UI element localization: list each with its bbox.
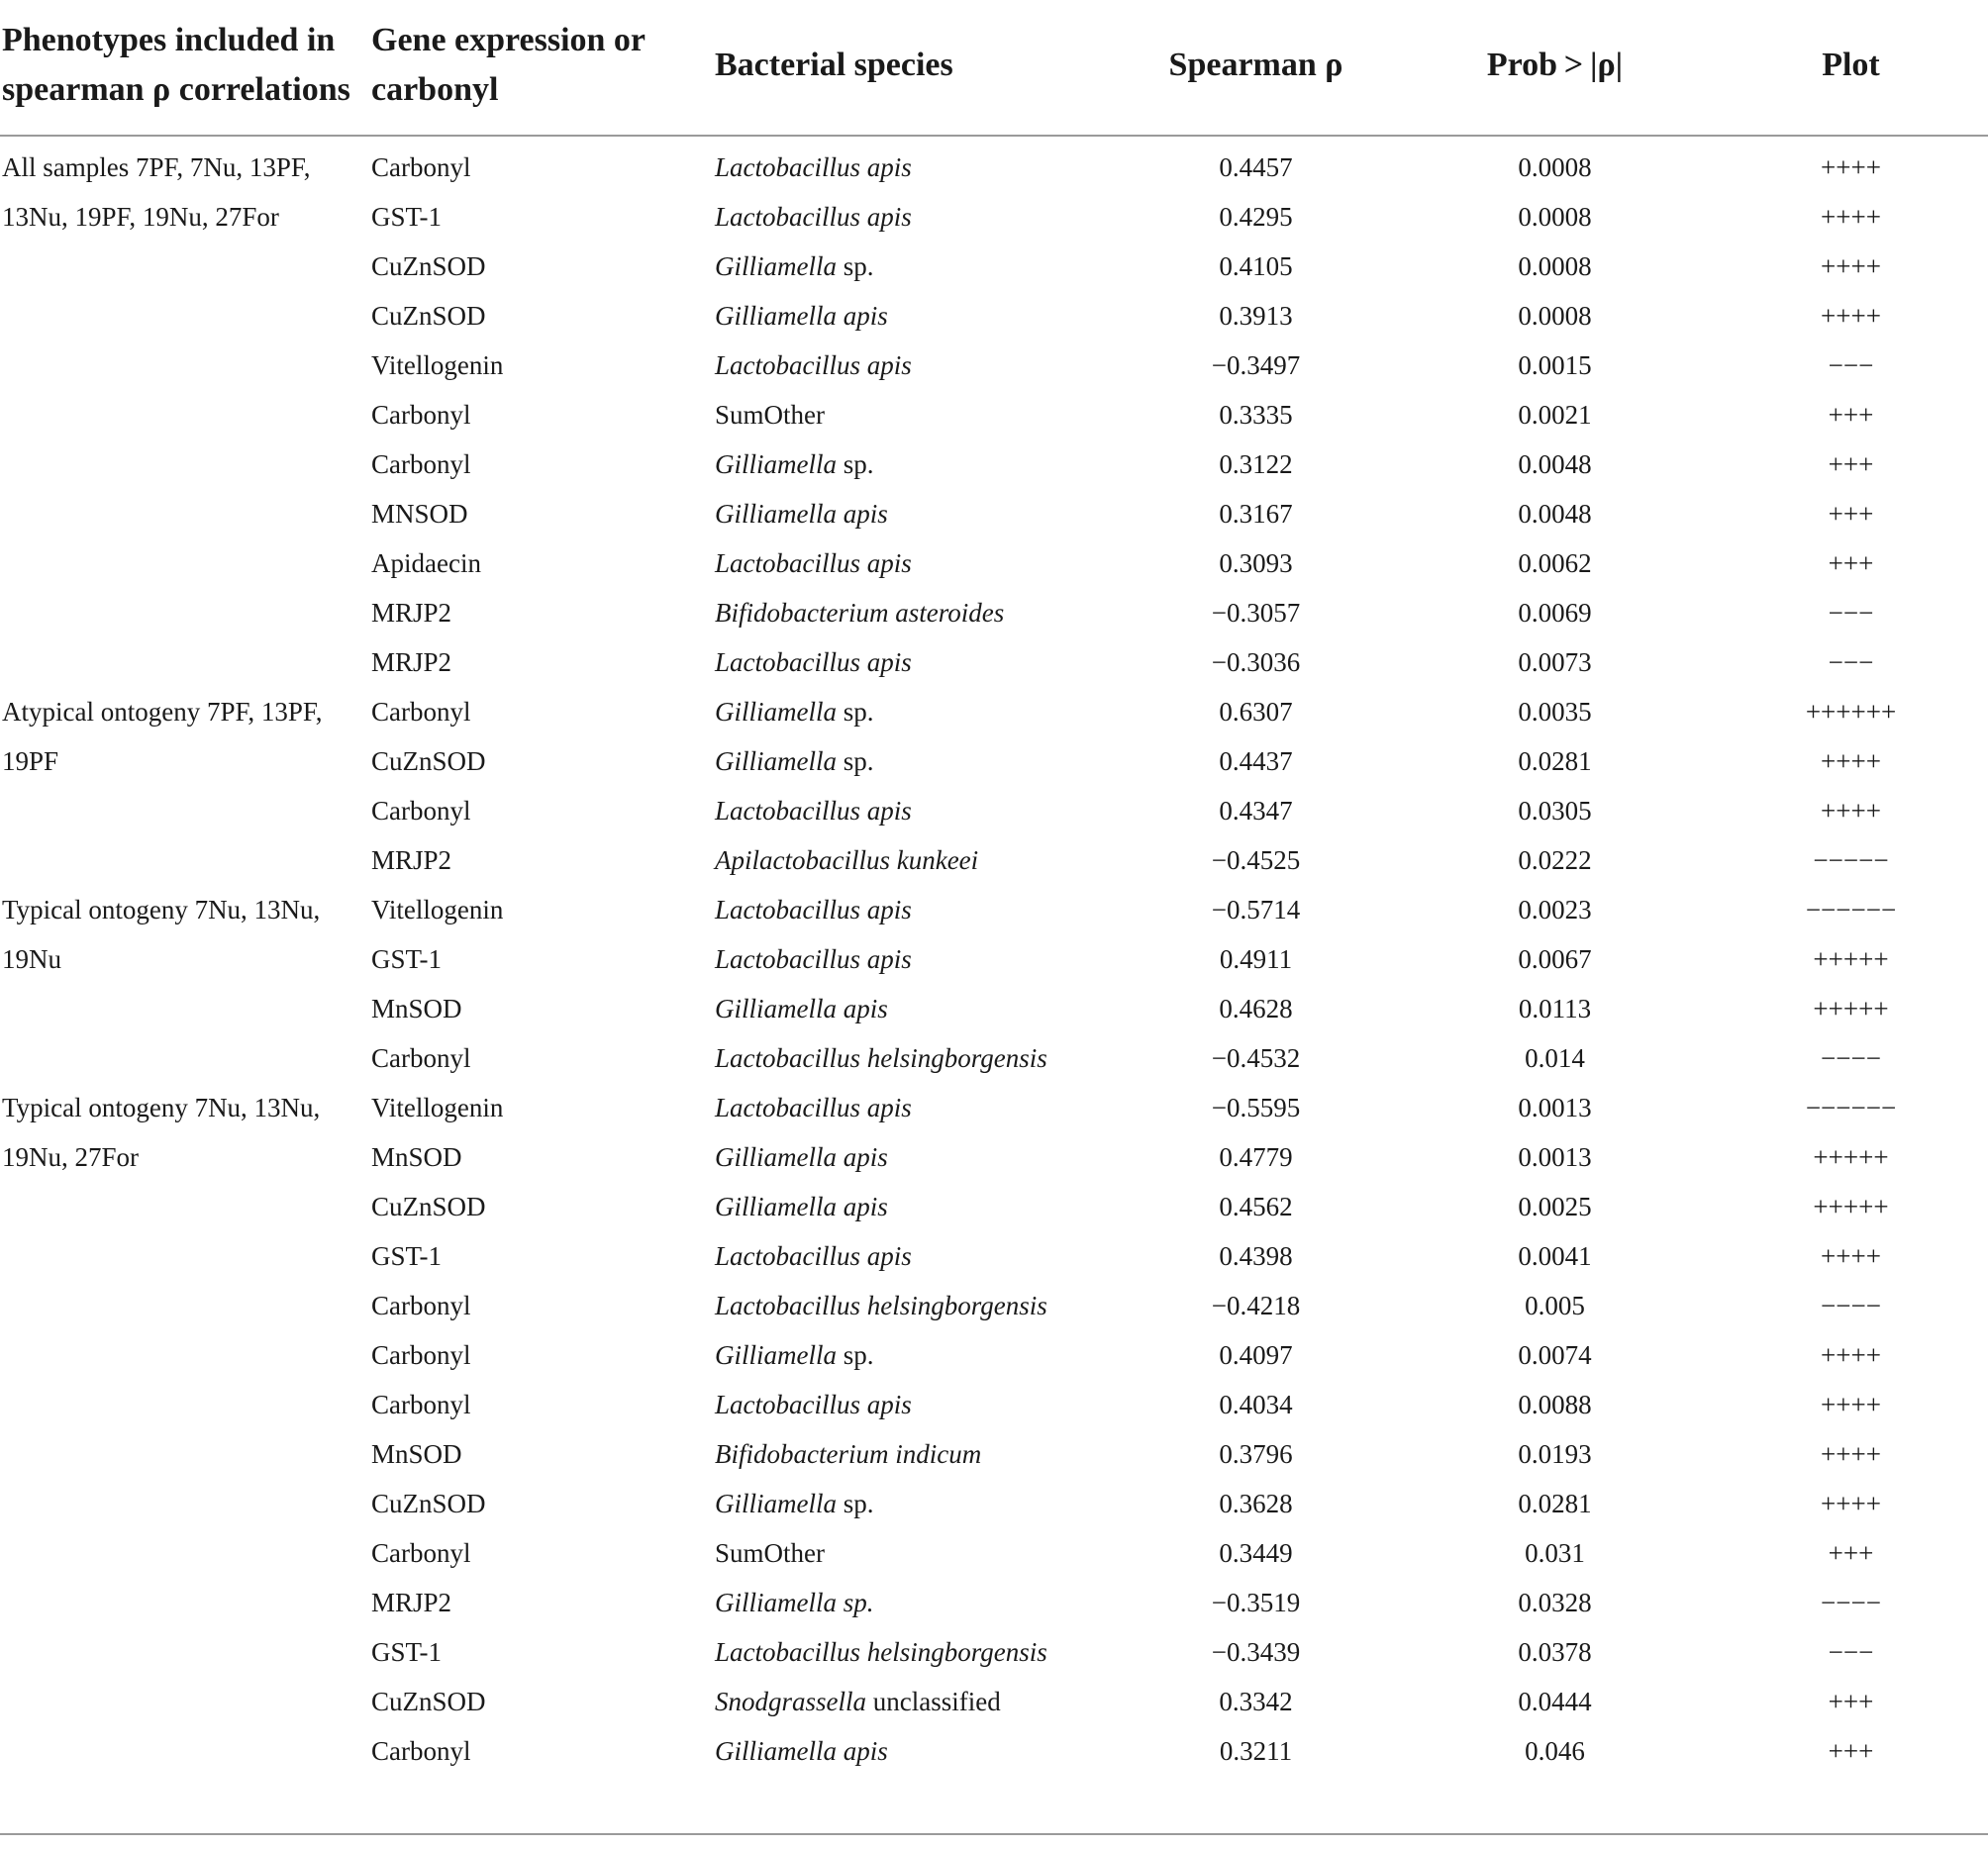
bacterial-species-cell: [713, 984, 1116, 1033]
species-name: SumOther: [715, 400, 825, 430]
gene-expression-cell: Vitellogenin: [371, 350, 504, 380]
plot-cell: +++: [1828, 548, 1874, 578]
spearman-rho-cell: 0.3167: [1219, 499, 1293, 529]
plot-cell: +++: [1828, 499, 1874, 529]
spearman-rho-cell: 0.4398: [1219, 1241, 1293, 1271]
spearman-rho-cell: −0.3036: [1211, 647, 1301, 677]
phenotype-group-label: Atypical ontogeny 7PF, 13PF, 19PF: [2, 697, 323, 776]
spearman-rho-cell: −0.4525: [1211, 845, 1301, 875]
plot-cell: ++++: [1821, 1340, 1881, 1370]
probability-cell: 0.046: [1525, 1736, 1585, 1766]
probability-cell: 0.0035: [1518, 697, 1592, 727]
spearman-rho-cell: 0.3093: [1219, 548, 1293, 578]
header-gene-expression: Gene expression or carbonyl: [369, 0, 713, 136]
probability-cell: 0.0378: [1518, 1637, 1592, 1667]
species-name: Gilliamella apis: [715, 1192, 888, 1221]
species-suffix: sp.: [837, 449, 874, 479]
spearman-rho-cell: 0.4437: [1219, 746, 1293, 776]
bacterial-species-cell: [713, 1330, 1116, 1380]
gene-expression-cell: CuZnSOD: [371, 1192, 486, 1221]
spearman-rho-cell: 0.6307: [1219, 697, 1293, 727]
plot-cell: ++++++: [1805, 697, 1897, 727]
bacterial-species-cell: [713, 1627, 1116, 1677]
header-plot: Plot: [1714, 0, 1988, 136]
gene-expression-cell: MRJP2: [371, 1588, 452, 1617]
probability-cell: 0.005: [1525, 1291, 1585, 1320]
probability-cell: 0.0073: [1518, 647, 1592, 677]
spearman-rho-cell: 0.4562: [1219, 1192, 1293, 1221]
bacterial-species-cell: [713, 538, 1116, 588]
species-name: Gilliamella: [715, 746, 837, 776]
probability-cell: 0.031: [1525, 1538, 1585, 1568]
bacterial-species-cell: [713, 885, 1116, 934]
gene-expression-cell: Apidaecin: [371, 548, 481, 578]
bacterial-species-cell: [713, 1380, 1116, 1429]
table-header: [0, 0, 1988, 136]
bacterial-species-cell: [713, 1182, 1116, 1231]
phenotype-group-label: Typical ontogeny 7Nu, 13Nu, 19Nu: [2, 895, 321, 974]
bacterial-species-cell: [713, 1033, 1116, 1083]
gene-expression-cell: MNSOD: [371, 499, 468, 529]
spearman-rho-cell: 0.4347: [1219, 796, 1293, 826]
species-name: Gilliamella apis: [715, 994, 888, 1023]
species-name: Gilliamella sp.: [715, 1588, 874, 1617]
species-name: Gilliamella apis: [715, 301, 888, 331]
gene-expression-cell: GST-1: [371, 944, 443, 974]
gene-expression-cell: CuZnSOD: [371, 1489, 486, 1518]
bacterial-species-cell: [713, 1429, 1116, 1479]
table-row: [0, 687, 1988, 736]
plot-cell: ++++: [1821, 152, 1881, 182]
species-name: Lactobacillus apis: [715, 944, 912, 974]
spearman-rho-cell: 0.3122: [1219, 449, 1293, 479]
bacterial-species-cell: [713, 637, 1116, 687]
species-name: Lactobacillus apis: [715, 548, 912, 578]
bacterial-species-cell: [713, 1083, 1116, 1132]
probability-cell: 0.0048: [1518, 449, 1592, 479]
species-name: Gilliamella: [715, 251, 837, 281]
plot-cell: +++: [1828, 449, 1874, 479]
spearman-rho-cell: 0.4105: [1219, 251, 1293, 281]
probability-cell: 0.0444: [1518, 1687, 1592, 1716]
probability-cell: 0.0113: [1518, 994, 1592, 1023]
bacterial-species-cell: [713, 489, 1116, 538]
bacterial-species-cell: [713, 1677, 1116, 1726]
bacterial-species-cell: [713, 1281, 1116, 1330]
bacterial-species-cell: [713, 1132, 1116, 1182]
probability-cell: 0.014: [1525, 1043, 1585, 1073]
spearman-rho-cell: 0.3449: [1219, 1538, 1293, 1568]
species-suffix: sp.: [837, 746, 874, 776]
gene-expression-cell: CuZnSOD: [371, 251, 486, 281]
probability-cell: 0.0013: [1518, 1093, 1592, 1122]
probability-cell: 0.0281: [1518, 1489, 1592, 1518]
gene-expression-cell: GST-1: [371, 1241, 443, 1271]
probability-cell: 0.0015: [1518, 350, 1592, 380]
table-row: [0, 885, 1988, 934]
species-name: Lactobacillus helsingborgensis: [715, 1043, 1047, 1073]
bacterial-species-cell: [713, 439, 1116, 489]
species-name: Gilliamella apis: [715, 1142, 888, 1172]
gene-expression-cell: MnSOD: [371, 994, 462, 1023]
plot-cell: −−−−: [1821, 1291, 1881, 1320]
probability-cell: 0.0008: [1518, 202, 1592, 232]
plot-cell: −−−: [1828, 1637, 1874, 1667]
plot-cell: ++++: [1821, 202, 1881, 232]
species-name: SumOther: [715, 1538, 825, 1568]
bacterial-species-cell: [713, 687, 1116, 736]
spearman-rho-cell: −0.4218: [1211, 1291, 1301, 1320]
species-suffix: sp.: [837, 251, 874, 281]
plot-cell: −−−: [1828, 647, 1874, 677]
spearman-rho-cell: 0.3211: [1219, 1736, 1293, 1766]
gene-expression-cell: MRJP2: [371, 845, 452, 875]
header-row: [0, 0, 1988, 136]
table-row: [0, 1083, 1988, 1132]
species-name: Lactobacillus apis: [715, 796, 912, 826]
gene-expression-cell: CuZnSOD: [371, 1687, 486, 1716]
gene-expression-cell: MnSOD: [371, 1439, 462, 1469]
spearman-rho-cell: 0.3335: [1219, 400, 1293, 430]
spearman-rho-cell: 0.3342: [1219, 1687, 1293, 1716]
species-name: Snodgrassella: [715, 1687, 867, 1716]
probability-cell: 0.0023: [1518, 895, 1592, 924]
species-name: Lactobacillus helsingborgensis: [715, 1637, 1047, 1667]
header-prob: Prob > |ρ|: [1396, 0, 1714, 136]
probability-cell: 0.0193: [1518, 1439, 1592, 1469]
plot-cell: ++++: [1821, 796, 1881, 826]
plot-cell: +++++: [1813, 1142, 1889, 1172]
spearman-rho-cell: −0.4532: [1211, 1043, 1301, 1073]
plot-cell: −−−−: [1821, 1043, 1881, 1073]
spearman-rho-cell: 0.4457: [1219, 152, 1293, 182]
probability-cell: 0.0013: [1518, 1142, 1592, 1172]
gene-expression-cell: CuZnSOD: [371, 301, 486, 331]
bacterial-species-cell: [713, 1578, 1116, 1627]
plot-cell: +++++: [1813, 944, 1889, 974]
species-name: Lactobacillus apis: [715, 1241, 912, 1271]
header-spearman-rho: Spearman ρ: [1116, 0, 1396, 136]
plot-cell: ++++: [1821, 251, 1881, 281]
gene-expression-cell: Carbonyl: [371, 1043, 471, 1073]
plot-cell: ++++: [1821, 746, 1881, 776]
phenotype-group-label: Typical ontogeny 7Nu, 13Nu, 19Nu, 27For: [2, 1093, 321, 1172]
probability-cell: 0.0008: [1518, 152, 1592, 182]
spearman-rho-cell: −0.3497: [1211, 350, 1301, 380]
spearman-rho-cell: −0.3439: [1211, 1637, 1301, 1667]
species-name: Gilliamella: [715, 1340, 837, 1370]
bacterial-species-cell: [713, 390, 1116, 439]
bacterial-species-cell: [713, 1479, 1116, 1528]
bacterial-species-cell: [713, 1726, 1116, 1786]
bacterial-species-cell: [713, 291, 1116, 341]
species-name: Lactobacillus apis: [715, 202, 912, 232]
gene-expression-cell: Carbonyl: [371, 1390, 471, 1419]
gene-expression-cell: GST-1: [371, 1637, 443, 1667]
probability-cell: 0.0067: [1518, 944, 1592, 974]
bacterial-species-cell: [713, 1528, 1116, 1578]
species-name: Lactobacillus apis: [715, 1093, 912, 1122]
plot-cell: ++++: [1821, 1390, 1881, 1419]
species-name: Lactobacillus apis: [715, 1390, 912, 1419]
gene-expression-cell: MRJP2: [371, 647, 452, 677]
bacterial-species-cell: [713, 136, 1116, 192]
spearman-rho-cell: 0.4628: [1219, 994, 1293, 1023]
gene-expression-cell: Carbonyl: [371, 1538, 471, 1568]
bacterial-species-cell: [713, 934, 1116, 984]
bacterial-species-cell: [713, 1231, 1116, 1281]
spearman-rho-cell: 0.4097: [1219, 1340, 1293, 1370]
plot-cell: +++++: [1813, 1192, 1889, 1221]
species-name: Gilliamella: [715, 449, 837, 479]
species-name: Lactobacillus apis: [715, 647, 912, 677]
plot-cell: +++++: [1813, 994, 1889, 1023]
plot-cell: ++++: [1821, 1489, 1881, 1518]
probability-cell: 0.0088: [1518, 1390, 1592, 1419]
spearman-rho-cell: 0.4034: [1219, 1390, 1293, 1419]
spearman-rho-cell: 0.4779: [1219, 1142, 1293, 1172]
plot-cell: ++++: [1821, 1439, 1881, 1469]
table-body: [0, 136, 1988, 1786]
spearman-rho-cell: 0.3796: [1219, 1439, 1293, 1469]
gene-expression-cell: MRJP2: [371, 598, 452, 628]
gene-expression-cell: Carbonyl: [371, 1291, 471, 1320]
species-name: Gilliamella apis: [715, 1736, 888, 1766]
header-bacterial-species: Bacterial species: [713, 0, 1116, 136]
gene-expression-cell: Carbonyl: [371, 152, 471, 182]
plot-cell: −−−: [1828, 598, 1874, 628]
species-suffix: unclassified: [866, 1687, 1001, 1716]
species-name: Lactobacillus helsingborgensis: [715, 1291, 1047, 1320]
plot-cell: +++: [1828, 400, 1874, 430]
plot-cell: −−−−−: [1813, 845, 1889, 875]
plot-cell: +++: [1828, 1687, 1874, 1716]
plot-cell: +++: [1828, 1538, 1874, 1568]
plot-cell: −−−−−−: [1805, 895, 1897, 924]
plot-cell: ++++: [1821, 301, 1881, 331]
plot-cell: ++++: [1821, 1241, 1881, 1271]
spearman-rho-cell: −0.3519: [1211, 1588, 1301, 1617]
bacterial-species-cell: [713, 835, 1116, 885]
probability-cell: 0.0222: [1518, 845, 1592, 875]
species-name: Bifidobacterium indicum: [715, 1439, 982, 1469]
gene-expression-cell: Vitellogenin: [371, 895, 504, 924]
species-suffix: sp.: [837, 1489, 874, 1518]
bacterial-species-cell: [713, 242, 1116, 291]
probability-cell: 0.0069: [1518, 598, 1592, 628]
gene-expression-cell: Carbonyl: [371, 1340, 471, 1370]
species-name: Gilliamella: [715, 697, 837, 727]
plot-cell: −−−−: [1821, 1588, 1881, 1617]
spearman-rho-cell: −0.3057: [1211, 598, 1301, 628]
phenotype-group-label: All samples 7PF, 7Nu, 13PF, 13Nu, 19PF, 19Nu, 27For: [2, 152, 311, 232]
species-suffix: sp.: [837, 1340, 874, 1370]
probability-cell: 0.0074: [1518, 1340, 1592, 1370]
plot-cell: +++: [1828, 1736, 1874, 1766]
probability-cell: 0.0008: [1518, 251, 1592, 281]
spearman-rho-cell: 0.4295: [1219, 202, 1293, 232]
bacterial-species-cell: [713, 786, 1116, 835]
species-name: Lactobacillus apis: [715, 895, 912, 924]
probability-cell: 0.0281: [1518, 746, 1592, 776]
species-name: Gilliamella apis: [715, 499, 888, 529]
bacterial-species-cell: [713, 341, 1116, 390]
spearman-rho-cell: 0.3628: [1219, 1489, 1293, 1518]
table-row: [0, 136, 1988, 192]
plot-cell: −−−−−−: [1805, 1093, 1897, 1122]
gene-expression-cell: Carbonyl: [371, 796, 471, 826]
probability-cell: 0.0008: [1518, 301, 1592, 331]
gene-expression-cell: Carbonyl: [371, 449, 471, 479]
species-suffix: sp.: [837, 697, 874, 727]
spearman-rho-cell: 0.4911: [1219, 944, 1293, 974]
spearman-rho-cell: −0.5714: [1211, 895, 1301, 924]
species-name: Gilliamella: [715, 1489, 837, 1518]
species-name: Lactobacillus apis: [715, 350, 912, 380]
bacterial-species-cell: [713, 736, 1116, 786]
probability-cell: 0.0328: [1518, 1588, 1592, 1617]
gene-expression-cell: MnSOD: [371, 1142, 462, 1172]
gene-expression-cell: Carbonyl: [371, 400, 471, 430]
gene-expression-cell: GST-1: [371, 202, 443, 232]
bacterial-species-cell: [713, 588, 1116, 637]
plot-cell: −−−: [1828, 350, 1874, 380]
gene-expression-cell: CuZnSOD: [371, 746, 486, 776]
spearman-rho-cell: 0.3913: [1219, 301, 1293, 331]
species-name: Apilactobacillus kunkeei: [715, 845, 979, 875]
spearman-rho-cell: −0.5595: [1211, 1093, 1301, 1122]
species-name: Lactobacillus apis: [715, 152, 912, 182]
probability-cell: 0.0048: [1518, 499, 1592, 529]
probability-cell: 0.0305: [1518, 796, 1592, 826]
species-name: Bifidobacterium asteroides: [715, 598, 1005, 628]
gene-expression-cell: Carbonyl: [371, 697, 471, 727]
probability-cell: 0.0021: [1518, 400, 1592, 430]
probability-cell: 0.0025: [1518, 1192, 1592, 1221]
gene-expression-cell: Vitellogenin: [371, 1093, 504, 1122]
header-phenotypes: Phenotypes included in spearman ρ correlations: [0, 0, 369, 136]
gene-expression-cell: Carbonyl: [371, 1736, 471, 1766]
table-bottom-rule: [0, 1833, 1988, 1835]
probability-cell: 0.0062: [1518, 548, 1592, 578]
bacterial-species-cell: [713, 192, 1116, 242]
probability-cell: 0.0041: [1518, 1241, 1592, 1271]
